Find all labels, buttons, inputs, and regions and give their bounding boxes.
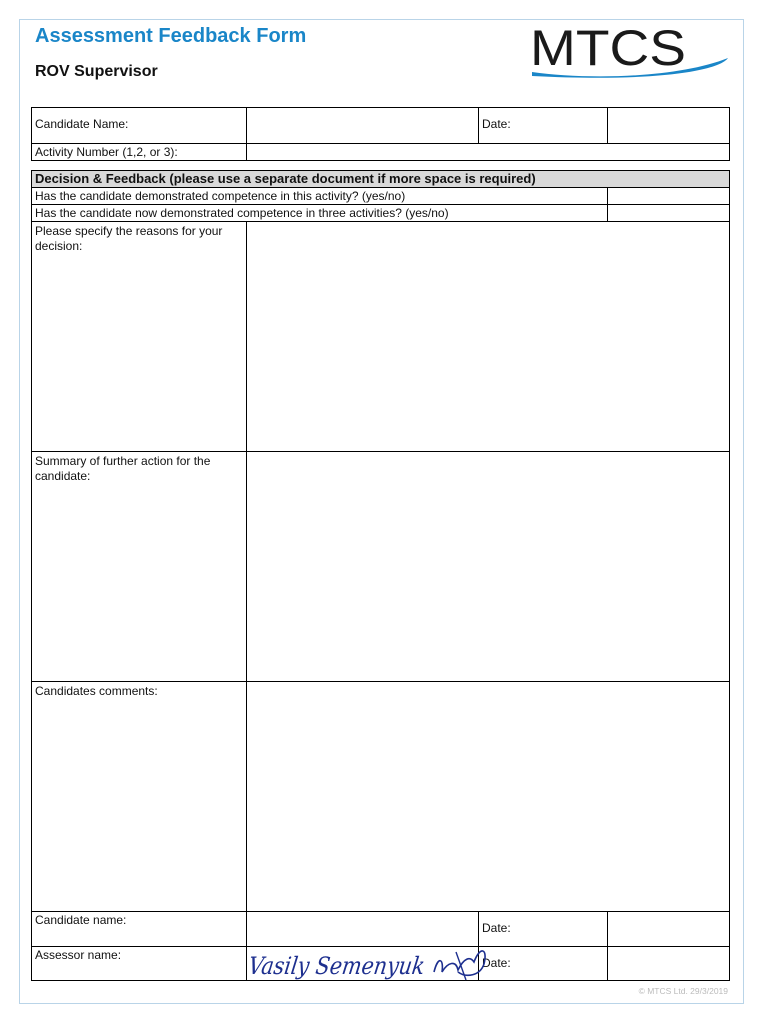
signoff-candidate-name-label: Candidate name: [31,911,247,947]
logo-text: MTCS [530,20,686,76]
reasons-field[interactable] [246,221,730,452]
assessor-signature [244,942,494,990]
candidate-name-field[interactable] [246,107,479,144]
copyright-footer: © MTCS Ltd. 29/3/2019 [638,986,728,996]
reasons-label: Please specify the reasons for your decision: [31,221,247,452]
further-action-label: Summary of further action for the candidate: [31,451,247,682]
form-subtitle: ROV Supervisor [35,63,158,80]
date-label: Date: [478,107,608,144]
candidate-comments-field[interactable] [246,681,730,912]
signoff-assessor-date-label: Date: [478,946,608,981]
form-title: Assessment Feedback Form [35,25,307,47]
decision-section-header: Decision & Feedback (please use a separate document if more space is required) [31,170,730,188]
candidate-comments-label: Candidates comments: [31,681,247,912]
signoff-candidate-date-label: Date: [478,911,608,947]
activity-number-field[interactable] [246,143,730,161]
activity-number-label: Activity Number (1,2, or 3): [31,143,247,161]
further-action-field[interactable] [246,451,730,682]
q2-answer-field[interactable] [607,204,730,222]
candidate-name-label: Candidate Name: [31,107,247,144]
signoff-assessor-date-field[interactable] [607,946,730,981]
signoff-candidate-date-field[interactable] [607,911,730,947]
mtcs-logo [528,20,730,82]
q1-label: Has the candidate demonstrated competence in this activity? (yes/no) [31,187,608,205]
date-field[interactable] [607,107,730,144]
q1-answer-field[interactable] [607,187,730,205]
assessor-signature-text: Vasily Semenyuk [246,952,456,980]
signoff-assessor-name-label: Assessor name: [31,946,247,981]
q2-label: Has the candidate now demonstrated competence in three activities? (yes/no) [31,204,608,222]
